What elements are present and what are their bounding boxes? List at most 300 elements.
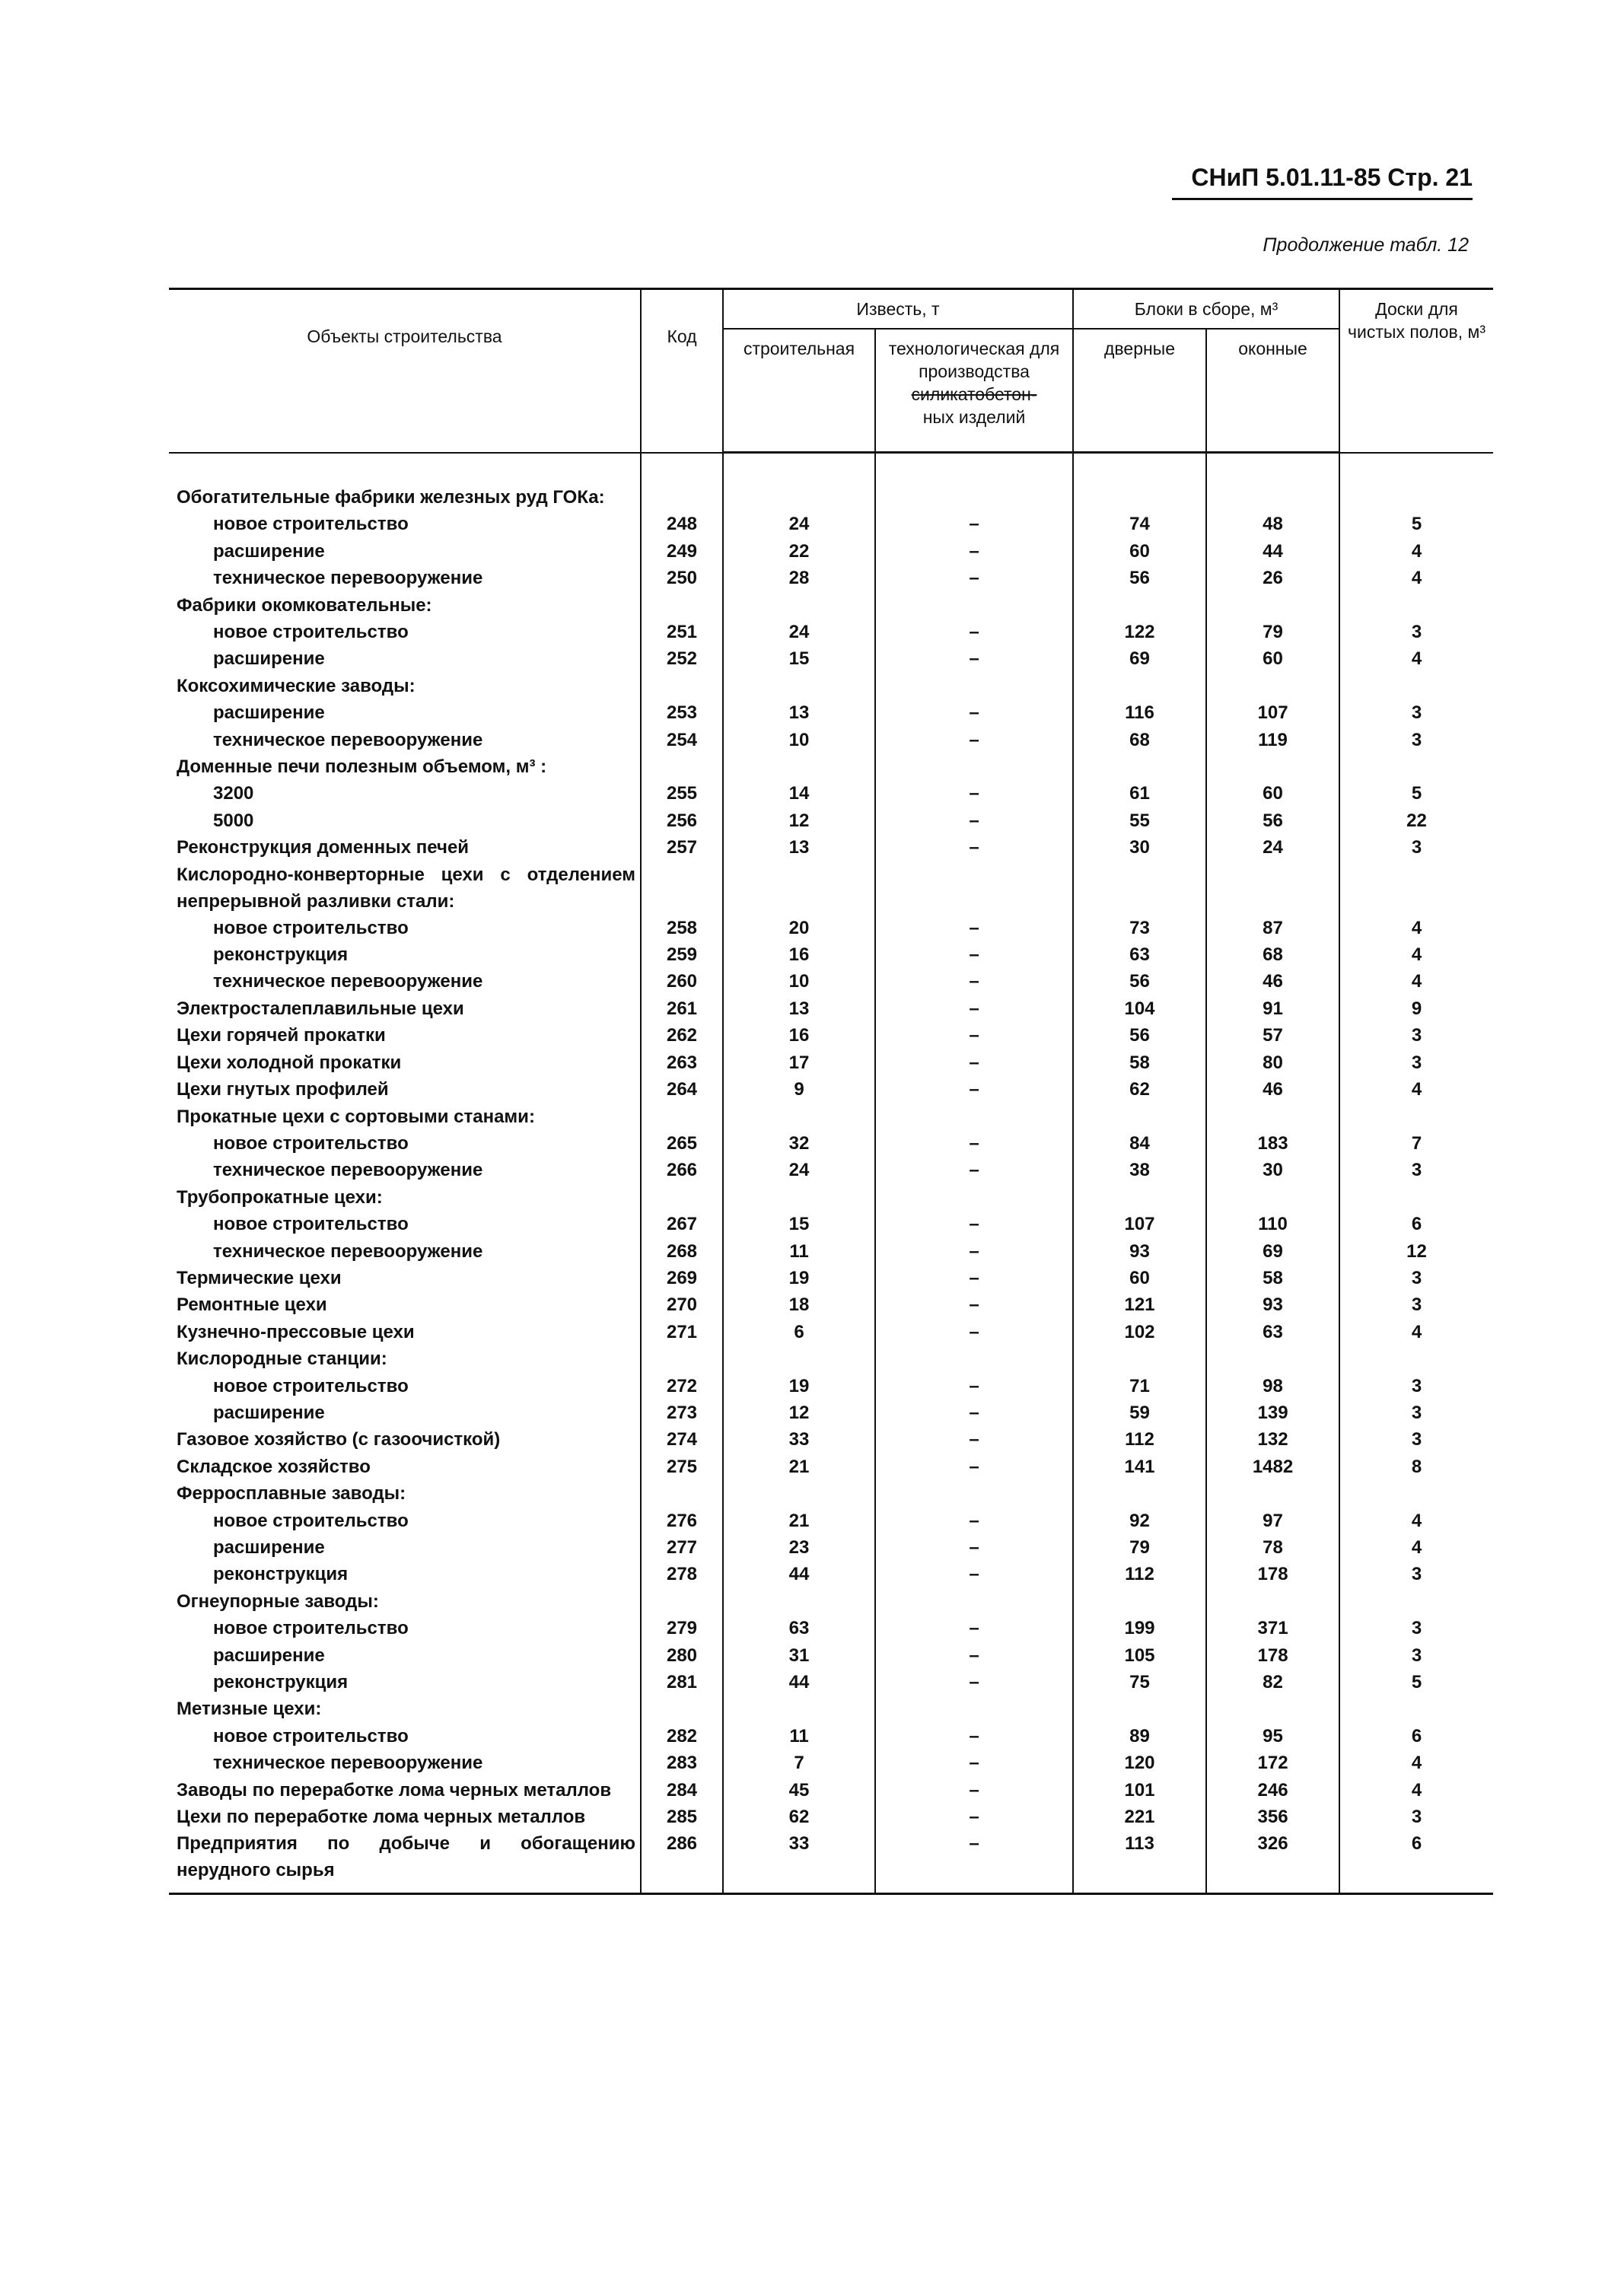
cell-boards: 3 bbox=[1339, 1615, 1493, 1641]
cell-object-name: Кислородные станции: bbox=[177, 1348, 387, 1370]
cell-object-name: Фабрики окомковательные: bbox=[177, 594, 432, 616]
table-row bbox=[169, 1561, 1493, 1587]
cell-lime-tech: – bbox=[875, 780, 1073, 807]
cell-blocks-window: 24 bbox=[1206, 834, 1339, 861]
cell-lime-building: 13 bbox=[723, 699, 875, 726]
cell-boards: 4 bbox=[1339, 1750, 1493, 1776]
cell-lime-tech: – bbox=[875, 1157, 1073, 1183]
cell-blocks-door: 60 bbox=[1073, 538, 1206, 565]
cell-blocks-window: 26 bbox=[1206, 565, 1339, 591]
table-row bbox=[169, 673, 1493, 699]
cell-object-name: Трубопрокатные цехи: bbox=[177, 1186, 383, 1208]
cell-object-name: техническое перевооружение bbox=[213, 1160, 483, 1181]
cell-blocks-door: 56 bbox=[1073, 565, 1206, 591]
cell-lime-building: 33 bbox=[723, 1426, 875, 1453]
cell-lime-building: 31 bbox=[723, 1642, 875, 1669]
cell-blocks-door bbox=[1073, 1696, 1206, 1722]
cell-blocks-window: 87 bbox=[1206, 915, 1339, 941]
table-row bbox=[169, 1696, 1493, 1722]
cell-object-name: расширение bbox=[213, 540, 325, 562]
cell-lime-building: 24 bbox=[723, 619, 875, 645]
cell-lime-tech: – bbox=[875, 941, 1073, 968]
cell-lime-tech: – bbox=[875, 619, 1073, 645]
cell-blocks-door bbox=[1073, 753, 1206, 780]
cell-blocks-window: 57 bbox=[1206, 1022, 1339, 1049]
table-row bbox=[169, 1454, 1493, 1480]
cell-blocks-window: 80 bbox=[1206, 1049, 1339, 1076]
table-row bbox=[169, 995, 1493, 1022]
cell-blocks-door: 101 bbox=[1073, 1777, 1206, 1804]
cell-code bbox=[641, 592, 723, 619]
cell-boards bbox=[1339, 1184, 1493, 1211]
cell-blocks-door: 92 bbox=[1073, 1508, 1206, 1534]
cell-blocks-window: 79 bbox=[1206, 619, 1339, 645]
cell-lime-tech: – bbox=[875, 968, 1073, 995]
cell-blocks-window: 48 bbox=[1206, 511, 1339, 537]
cell-blocks-window: 107 bbox=[1206, 699, 1339, 726]
cell-code bbox=[641, 861, 723, 915]
cell-boards bbox=[1339, 861, 1493, 915]
page-header: СНиП 5.01.11-85 Стр. 21 bbox=[1172, 164, 1473, 200]
table-continuation-label: Продолжение табл. 12 bbox=[1263, 234, 1469, 256]
cell-blocks-door: 122 bbox=[1073, 619, 1206, 645]
cell-blocks-door: 69 bbox=[1073, 645, 1206, 672]
cell-boards: 3 bbox=[1339, 1291, 1493, 1318]
table-row bbox=[169, 1319, 1493, 1345]
cell-blocks-window: 95 bbox=[1206, 1723, 1339, 1750]
table-row bbox=[169, 1426, 1493, 1453]
cell-object-name: Цехи горячей прокатки bbox=[177, 1025, 386, 1046]
col-lime-tech-header: технологическая для производства силикатобетон- ных изделий bbox=[875, 329, 1073, 453]
cell-code bbox=[641, 484, 723, 511]
cell-blocks-window: 82 bbox=[1206, 1669, 1339, 1696]
cell-code: 260 bbox=[641, 968, 723, 995]
cell-lime-tech: – bbox=[875, 1454, 1073, 1480]
table-row bbox=[169, 1830, 1493, 1894]
cell-object-name: Кузнечно-прессовые цехи bbox=[177, 1321, 415, 1342]
cell-code: 259 bbox=[641, 941, 723, 968]
cell-lime-building bbox=[723, 1588, 875, 1615]
cell-blocks-window: 60 bbox=[1206, 780, 1339, 807]
cell-lime-building: 9 bbox=[723, 1076, 875, 1103]
table-row bbox=[169, 834, 1493, 861]
cell-object-name: Термические цехи bbox=[177, 1267, 342, 1288]
cell-blocks-door: 71 bbox=[1073, 1373, 1206, 1399]
cell-boards: 4 bbox=[1339, 1076, 1493, 1103]
cell-code: 282 bbox=[641, 1723, 723, 1750]
cell-lime-tech: – bbox=[875, 727, 1073, 753]
table-row bbox=[169, 1508, 1493, 1534]
cell-lime-tech: – bbox=[875, 1319, 1073, 1345]
cell-object-name: расширение bbox=[213, 1645, 325, 1666]
table-row bbox=[169, 699, 1493, 726]
table-row bbox=[169, 1184, 1493, 1211]
cell-blocks-window: 44 bbox=[1206, 538, 1339, 565]
cell-lime-building bbox=[723, 1103, 875, 1130]
cell-object-name: новое строительство bbox=[213, 1132, 409, 1154]
table-row bbox=[169, 968, 1493, 995]
cell-code: 286 bbox=[641, 1830, 723, 1894]
cell-lime-building: 62 bbox=[723, 1804, 875, 1830]
table-row bbox=[169, 1480, 1493, 1507]
cell-object-name: новое строительство bbox=[213, 1510, 409, 1531]
cell-blocks-door: 112 bbox=[1073, 1426, 1206, 1453]
cell-blocks-window: 178 bbox=[1206, 1642, 1339, 1669]
cell-object-name: реконструкция bbox=[213, 1564, 349, 1585]
table-row bbox=[169, 1373, 1493, 1399]
cell-blocks-door: 74 bbox=[1073, 511, 1206, 537]
cell-boards: 3 bbox=[1339, 1804, 1493, 1830]
cell-lime-tech bbox=[875, 484, 1073, 511]
cell-lime-building: 7 bbox=[723, 1750, 875, 1776]
cell-blocks-door: 63 bbox=[1073, 941, 1206, 968]
cell-lime-building bbox=[723, 861, 875, 915]
col-boards-header: Доски для чистых полов, м³ bbox=[1339, 289, 1493, 453]
table-row bbox=[169, 1642, 1493, 1669]
cell-object-name: Газовое хозяйство (с газоочисткой) bbox=[177, 1429, 501, 1450]
cell-lime-building: 15 bbox=[723, 645, 875, 672]
cell-boards: 12 bbox=[1339, 1238, 1493, 1265]
cell-code: 283 bbox=[641, 1750, 723, 1776]
cell-code: 257 bbox=[641, 834, 723, 861]
cell-blocks-door: 56 bbox=[1073, 968, 1206, 995]
struck-text: силикатобетон- bbox=[911, 384, 1037, 404]
cell-lime-building: 13 bbox=[723, 834, 875, 861]
col-blocks-window-header: оконные bbox=[1206, 329, 1339, 453]
cell-lime-building: 16 bbox=[723, 1022, 875, 1049]
cell-lime-building: 13 bbox=[723, 995, 875, 1022]
table-row bbox=[169, 484, 1493, 511]
cell-boards: 4 bbox=[1339, 1534, 1493, 1561]
cell-code: 258 bbox=[641, 915, 723, 941]
cell-lime-tech: – bbox=[875, 1426, 1073, 1453]
cell-blocks-door: 61 bbox=[1073, 780, 1206, 807]
cell-object-name: Ферросплавные заводы: bbox=[177, 1483, 406, 1504]
cell-boards: 3 bbox=[1339, 1426, 1493, 1453]
cell-blocks-window: 371 bbox=[1206, 1615, 1339, 1641]
cell-boards: 5 bbox=[1339, 780, 1493, 807]
cell-blocks-window: 93 bbox=[1206, 1291, 1339, 1318]
table-row bbox=[169, 1130, 1493, 1157]
cell-lime-building: 63 bbox=[723, 1615, 875, 1641]
cell-boards: 4 bbox=[1339, 1508, 1493, 1534]
cell-lime-building bbox=[723, 1696, 875, 1722]
cell-code: 255 bbox=[641, 780, 723, 807]
cell-boards bbox=[1339, 1103, 1493, 1130]
cell-lime-building bbox=[723, 1345, 875, 1372]
cell-lime-building: 33 bbox=[723, 1830, 875, 1894]
cell-code: 264 bbox=[641, 1076, 723, 1103]
cell-blocks-door: 121 bbox=[1073, 1291, 1206, 1318]
cell-object-name: Обогатительные фабрики железных руд ГОКа: bbox=[177, 487, 605, 508]
cell-boards: 3 bbox=[1339, 1157, 1493, 1183]
cell-code: 250 bbox=[641, 565, 723, 591]
cell-object-name: новое строительство bbox=[213, 1375, 409, 1396]
cell-code bbox=[641, 1345, 723, 1372]
table-row bbox=[169, 645, 1493, 672]
cell-blocks-window: 60 bbox=[1206, 645, 1339, 672]
cell-object-name: реконструкция bbox=[213, 1672, 349, 1693]
cell-object-name: Цехи гнутых профилей bbox=[177, 1079, 389, 1100]
cell-blocks-window: 183 bbox=[1206, 1130, 1339, 1157]
cell-lime-tech: – bbox=[875, 699, 1073, 726]
cell-code: 267 bbox=[641, 1211, 723, 1237]
cell-blocks-window: 356 bbox=[1206, 1804, 1339, 1830]
cell-code: 262 bbox=[641, 1022, 723, 1049]
cell-lime-tech: – bbox=[875, 1669, 1073, 1696]
cell-blocks-door: 58 bbox=[1073, 1049, 1206, 1076]
cell-blocks-window: 326 bbox=[1206, 1830, 1339, 1894]
cell-blocks-window: 139 bbox=[1206, 1399, 1339, 1426]
cell-code: 272 bbox=[641, 1373, 723, 1399]
cell-lime-tech: – bbox=[875, 834, 1073, 861]
cell-lime-tech: – bbox=[875, 1130, 1073, 1157]
cell-lime-building: 21 bbox=[723, 1508, 875, 1534]
cell-lime-building: 10 bbox=[723, 968, 875, 995]
cell-lime-tech: – bbox=[875, 1723, 1073, 1750]
cell-lime-building: 18 bbox=[723, 1291, 875, 1318]
cell-blocks-door: 84 bbox=[1073, 1130, 1206, 1157]
cell-boards bbox=[1339, 484, 1493, 511]
cell-code: 254 bbox=[641, 727, 723, 753]
cell-code bbox=[641, 1480, 723, 1507]
cell-blocks-window: 30 bbox=[1206, 1157, 1339, 1183]
cell-object-name: новое строительство bbox=[213, 1214, 409, 1235]
cell-object-name: Предприятия по добыче и обогащению нерудного сырья bbox=[169, 1830, 641, 1894]
cell-blocks-door: 68 bbox=[1073, 727, 1206, 753]
cell-lime-building bbox=[723, 753, 875, 780]
cell-code: 273 bbox=[641, 1399, 723, 1426]
cell-code bbox=[641, 1184, 723, 1211]
table-row bbox=[169, 1076, 1493, 1103]
cell-boards: 5 bbox=[1339, 511, 1493, 537]
table-row bbox=[169, 1399, 1493, 1426]
materials-table bbox=[169, 288, 1493, 1895]
cell-object-name: 3200 bbox=[213, 783, 254, 804]
cell-lime-tech: – bbox=[875, 1211, 1073, 1237]
cell-blocks-door: 141 bbox=[1073, 1454, 1206, 1480]
cell-lime-building bbox=[723, 1480, 875, 1507]
cell-boards: 3 bbox=[1339, 619, 1493, 645]
cell-object-name: Коксохимические заводы: bbox=[177, 675, 416, 696]
cell-boards: 3 bbox=[1339, 1022, 1493, 1049]
cell-code: 252 bbox=[641, 645, 723, 672]
table-row bbox=[169, 1211, 1493, 1237]
cell-code bbox=[641, 1103, 723, 1130]
table-row bbox=[169, 753, 1493, 780]
col-blocks-group-header: Блоки в сборе, м³ bbox=[1073, 289, 1339, 330]
col-lime-group-header: Известь, т bbox=[723, 289, 1073, 330]
table-row bbox=[169, 1103, 1493, 1130]
cell-boards bbox=[1339, 1588, 1493, 1615]
table-row bbox=[169, 861, 1493, 915]
cell-lime-building bbox=[723, 673, 875, 699]
cell-blocks-window: 97 bbox=[1206, 1508, 1339, 1534]
cell-lime-tech: – bbox=[875, 1534, 1073, 1561]
cell-boards bbox=[1339, 753, 1493, 780]
cell-code: 278 bbox=[641, 1561, 723, 1587]
cell-blocks-door bbox=[1073, 1480, 1206, 1507]
cell-lime-building: 16 bbox=[723, 941, 875, 968]
cell-blocks-window bbox=[1206, 1588, 1339, 1615]
table-row bbox=[169, 1669, 1493, 1696]
cell-object-name: техническое перевооружение bbox=[213, 1753, 483, 1774]
cell-code: 249 bbox=[641, 538, 723, 565]
table-row bbox=[169, 592, 1493, 619]
cell-boards bbox=[1339, 1480, 1493, 1507]
cell-lime-building: 19 bbox=[723, 1373, 875, 1399]
cell-blocks-door: 79 bbox=[1073, 1534, 1206, 1561]
cell-object-name: Ремонтные цехи bbox=[177, 1294, 327, 1316]
cell-blocks-window: 91 bbox=[1206, 995, 1339, 1022]
cell-boards: 6 bbox=[1339, 1211, 1493, 1237]
cell-code: 266 bbox=[641, 1157, 723, 1183]
cell-boards: 6 bbox=[1339, 1723, 1493, 1750]
cell-blocks-door: 60 bbox=[1073, 1265, 1206, 1291]
cell-object-name: расширение bbox=[213, 1402, 325, 1423]
cell-lime-tech: – bbox=[875, 1830, 1073, 1894]
cell-blocks-window bbox=[1206, 1345, 1339, 1372]
cell-object-name: Прокатные цехи с сортовыми станами: bbox=[177, 1106, 535, 1127]
cell-lime-tech bbox=[875, 753, 1073, 780]
cell-blocks-window bbox=[1206, 753, 1339, 780]
cell-object-name: новое строительство bbox=[213, 1618, 409, 1639]
cell-object-name: Кислородно-конверторные цехи с отделением непрерывной разливки стали: bbox=[177, 864, 635, 912]
table-row bbox=[169, 1022, 1493, 1049]
cell-blocks-door: 56 bbox=[1073, 1022, 1206, 1049]
cell-object-name: расширение bbox=[213, 648, 325, 670]
cell-lime-building: 15 bbox=[723, 1211, 875, 1237]
table-row bbox=[169, 1615, 1493, 1641]
cell-lime-tech: – bbox=[875, 1750, 1073, 1776]
cell-object-name: Цехи холодной прокатки bbox=[177, 1052, 402, 1073]
cell-code: 251 bbox=[641, 619, 723, 645]
cell-code: 285 bbox=[641, 1804, 723, 1830]
cell-boards: 4 bbox=[1339, 1777, 1493, 1804]
cell-boards: 5 bbox=[1339, 1669, 1493, 1696]
cell-blocks-window: 172 bbox=[1206, 1750, 1339, 1776]
cell-blocks-door: 120 bbox=[1073, 1750, 1206, 1776]
cell-lime-building: 21 bbox=[723, 1454, 875, 1480]
cell-boards: 8 bbox=[1339, 1454, 1493, 1480]
cell-lime-tech: – bbox=[875, 1561, 1073, 1587]
cell-object-name: Заводы по переработке лома черных металлов bbox=[177, 1779, 612, 1801]
cell-code: 269 bbox=[641, 1265, 723, 1291]
cell-blocks-door: 30 bbox=[1073, 834, 1206, 861]
cell-lime-building: 19 bbox=[723, 1265, 875, 1291]
cell-code: 261 bbox=[641, 995, 723, 1022]
cell-lime-tech: – bbox=[875, 807, 1073, 834]
table-row bbox=[169, 915, 1493, 941]
cell-object-name: техническое перевооружение bbox=[213, 729, 483, 750]
cell-object-name: новое строительство bbox=[213, 917, 409, 938]
cell-lime-building: 44 bbox=[723, 1669, 875, 1696]
table-row bbox=[169, 1265, 1493, 1291]
cell-lime-building: 11 bbox=[723, 1238, 875, 1265]
cell-blocks-window bbox=[1206, 592, 1339, 619]
cell-blocks-window bbox=[1206, 861, 1339, 915]
cell-lime-tech: – bbox=[875, 565, 1073, 591]
cell-code: 268 bbox=[641, 1238, 723, 1265]
cell-object-name: новое строительство bbox=[213, 514, 409, 535]
cell-code: 276 bbox=[641, 1508, 723, 1534]
cell-code: 277 bbox=[641, 1534, 723, 1561]
col-blocks-door-header: дверные bbox=[1073, 329, 1206, 453]
table-row bbox=[169, 727, 1493, 753]
cell-lime-tech: – bbox=[875, 1777, 1073, 1804]
table-row bbox=[169, 1157, 1493, 1183]
cell-code: 271 bbox=[641, 1319, 723, 1345]
table-row bbox=[169, 511, 1493, 537]
cell-boards bbox=[1339, 592, 1493, 619]
table-row bbox=[169, 1723, 1493, 1750]
cell-code bbox=[641, 673, 723, 699]
cell-blocks-window: 110 bbox=[1206, 1211, 1339, 1237]
cell-blocks-door bbox=[1073, 1588, 1206, 1615]
cell-lime-tech: – bbox=[875, 995, 1073, 1022]
cell-object-name: Цехи по переработке лома черных металлов bbox=[177, 1807, 586, 1828]
table-row bbox=[169, 1750, 1493, 1776]
cell-boards: 4 bbox=[1339, 645, 1493, 672]
cell-blocks-door: 105 bbox=[1073, 1642, 1206, 1669]
cell-code: 270 bbox=[641, 1291, 723, 1318]
cell-object-name: Электросталеплавильные цехи bbox=[177, 998, 464, 1019]
cell-lime-building: 12 bbox=[723, 807, 875, 834]
cell-boards: 22 bbox=[1339, 807, 1493, 834]
cell-blocks-window: 1482 bbox=[1206, 1454, 1339, 1480]
cell-blocks-door: 116 bbox=[1073, 699, 1206, 726]
cell-blocks-door: 112 bbox=[1073, 1561, 1206, 1587]
cell-object-name: 5000 bbox=[213, 810, 254, 831]
cell-lime-building: 22 bbox=[723, 538, 875, 565]
table-row bbox=[169, 1049, 1493, 1076]
cell-lime-building: 6 bbox=[723, 1319, 875, 1345]
cell-blocks-door: 93 bbox=[1073, 1238, 1206, 1265]
cell-blocks-door bbox=[1073, 484, 1206, 511]
cell-lime-building: 24 bbox=[723, 511, 875, 537]
cell-boards: 3 bbox=[1339, 1373, 1493, 1399]
cell-lime-building: 28 bbox=[723, 565, 875, 591]
cell-object-name: Складское хозяйство bbox=[177, 1456, 371, 1477]
cell-boards: 3 bbox=[1339, 1642, 1493, 1669]
cell-code: 265 bbox=[641, 1130, 723, 1157]
cell-lime-building: 45 bbox=[723, 1777, 875, 1804]
cell-lime-building: 24 bbox=[723, 1157, 875, 1183]
cell-blocks-door bbox=[1073, 592, 1206, 619]
cell-blocks-door bbox=[1073, 861, 1206, 915]
cell-blocks-door: 102 bbox=[1073, 1319, 1206, 1345]
cell-blocks-door bbox=[1073, 673, 1206, 699]
col-lime-building-header: строительная bbox=[723, 329, 875, 453]
cell-boards: 6 bbox=[1339, 1830, 1493, 1894]
spacer-row bbox=[169, 453, 1493, 485]
cell-blocks-door bbox=[1073, 1345, 1206, 1372]
cell-object-name: расширение bbox=[213, 702, 325, 724]
cell-blocks-window: 178 bbox=[1206, 1561, 1339, 1587]
cell-lime-building: 20 bbox=[723, 915, 875, 941]
table-row bbox=[169, 565, 1493, 591]
cell-blocks-window bbox=[1206, 1103, 1339, 1130]
cell-blocks-window: 69 bbox=[1206, 1238, 1339, 1265]
cell-blocks-window: 46 bbox=[1206, 1076, 1339, 1103]
cell-blocks-window: 246 bbox=[1206, 1777, 1339, 1804]
table-row bbox=[169, 1291, 1493, 1318]
cell-code: 248 bbox=[641, 511, 723, 537]
cell-boards: 4 bbox=[1339, 538, 1493, 565]
cell-code bbox=[641, 1696, 723, 1722]
cell-boards: 3 bbox=[1339, 1049, 1493, 1076]
cell-lime-tech: – bbox=[875, 1265, 1073, 1291]
